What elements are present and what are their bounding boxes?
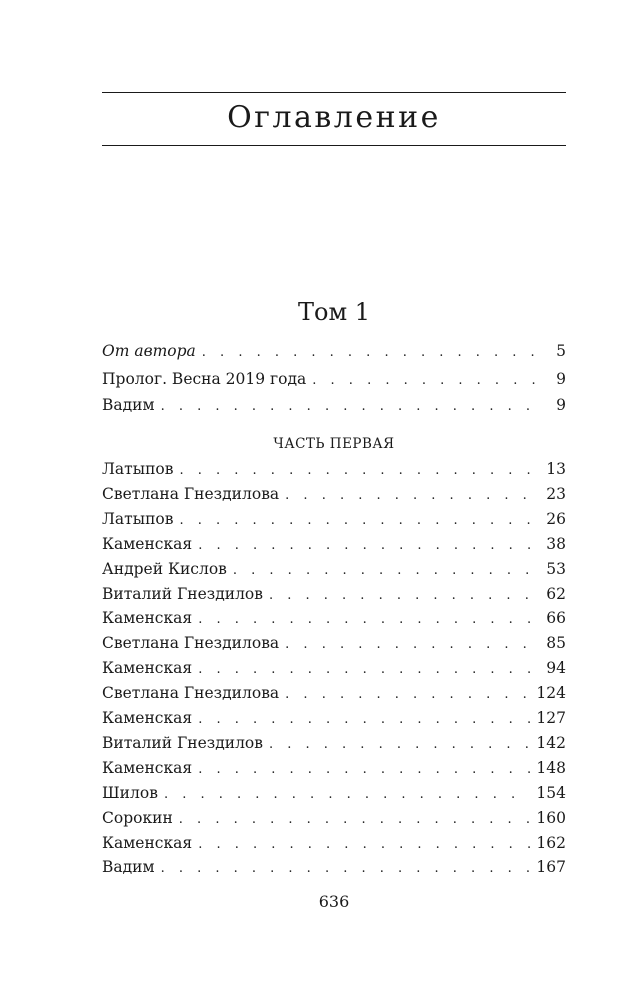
- toc-entry: [102, 583, 566, 605]
- toc-entry-page: 5: [556, 342, 566, 360]
- toc-entry-page: 148: [536, 759, 566, 777]
- dot-leader: [285, 634, 538, 656]
- page-number: 636: [318, 892, 350, 911]
- dot-leader: [198, 535, 538, 557]
- toc-entry: [102, 340, 566, 362]
- toc-entry-title: Вадим: [102, 858, 155, 876]
- page-title: Оглавление: [227, 100, 441, 135]
- toc-entry: [102, 807, 566, 829]
- table-of-contents: [102, 0, 566, 1000]
- toc-entry-page: 154: [536, 784, 566, 802]
- toc-entry-title: Шилов: [102, 784, 158, 802]
- dot-leader: [269, 734, 530, 756]
- toc-entry-title: Латыпов: [102, 460, 174, 478]
- toc-entry-page: 127: [536, 709, 566, 727]
- toc-entry-page: 9: [556, 370, 566, 388]
- dot-leader: [198, 759, 530, 781]
- toc-entry-page: 13: [546, 460, 566, 478]
- toc-entry: [102, 732, 566, 754]
- toc-entry: [102, 508, 566, 530]
- dot-leader: [269, 585, 538, 607]
- volume-title: Том 1: [297, 298, 371, 326]
- toc-entry-page: 23: [546, 485, 566, 503]
- toc-entry: [102, 458, 566, 480]
- toc-entry-page: 162: [536, 834, 566, 852]
- toc-entry-page: 66: [546, 609, 566, 627]
- dot-leader: [179, 460, 538, 482]
- toc-entry: [102, 832, 566, 854]
- toc-entry-title: Светлана Гнездилова: [102, 634, 280, 652]
- toc-entry: [102, 483, 566, 505]
- toc-entry-title: Светлана Гнездилова: [102, 485, 280, 503]
- toc-entry: [102, 368, 566, 390]
- dot-leader: [198, 659, 538, 681]
- toc-entry: [102, 657, 566, 679]
- toc-entry: [102, 782, 566, 804]
- toc-entry-page: 53: [546, 560, 566, 578]
- toc-entry-title: Виталий Гнездилов: [102, 734, 263, 752]
- dot-leader: [233, 560, 538, 582]
- dot-leader: [202, 342, 538, 364]
- toc-entry: [102, 558, 566, 580]
- toc-entry-title: Светлана Гнездилова: [102, 684, 280, 702]
- toc-entry-title: Сорокин: [102, 809, 173, 827]
- toc-entry-page: 26: [546, 510, 566, 528]
- toc-entry-title: Каменская: [102, 659, 193, 677]
- toc-entry-title: Каменская: [102, 834, 193, 852]
- toc-entry: [102, 607, 566, 629]
- toc-entry-title: Каменская: [102, 759, 193, 777]
- toc-entry-title: Латыпов: [102, 510, 174, 528]
- toc-entry-title: От автора: [102, 342, 196, 360]
- toc-entry: [102, 533, 566, 555]
- dot-leader: [198, 834, 530, 856]
- toc-entry: [102, 682, 566, 704]
- part-heading: ЧАСТЬ ПЕРВАЯ: [273, 436, 395, 452]
- toc-entry-page: 124: [536, 684, 566, 702]
- toc-entry: [102, 856, 566, 878]
- toc-entry: [102, 394, 566, 416]
- toc-entry-page: 9: [556, 396, 566, 414]
- toc-entry: [102, 757, 566, 779]
- toc-entry-title: Каменская: [102, 609, 193, 627]
- dot-leader: [285, 485, 538, 507]
- toc-entry: [102, 707, 566, 729]
- dot-leader: [312, 370, 538, 392]
- dot-leader: [161, 396, 538, 418]
- toc-entry-title: Каменская: [102, 709, 193, 727]
- toc-entry-title: Каменская: [102, 535, 193, 553]
- toc-entry-page: 62: [546, 585, 566, 603]
- dot-leader: [198, 709, 530, 731]
- toc-entry-page: 167: [536, 858, 566, 876]
- toc-entry-title: Андрей Кислов: [102, 560, 227, 578]
- toc-entry-page: 85: [546, 634, 566, 652]
- dot-leader: [285, 684, 530, 706]
- toc-entry-title: Пролог. Весна 2019 года: [102, 370, 307, 388]
- toc-entry-page: 94: [546, 659, 566, 677]
- dot-leader: [164, 784, 530, 806]
- toc-entry: [102, 632, 566, 654]
- toc-entry-page: 160: [536, 809, 566, 827]
- dot-leader: [179, 510, 538, 532]
- dot-leader: [161, 858, 531, 880]
- dot-leader: [179, 809, 531, 831]
- toc-entry-page: 38: [546, 535, 566, 553]
- toc-entry-title: Виталий Гнездилов: [102, 585, 263, 603]
- toc-entry-title: Вадим: [102, 396, 155, 414]
- toc-entry-page: 142: [536, 734, 566, 752]
- dot-leader: [198, 609, 538, 631]
